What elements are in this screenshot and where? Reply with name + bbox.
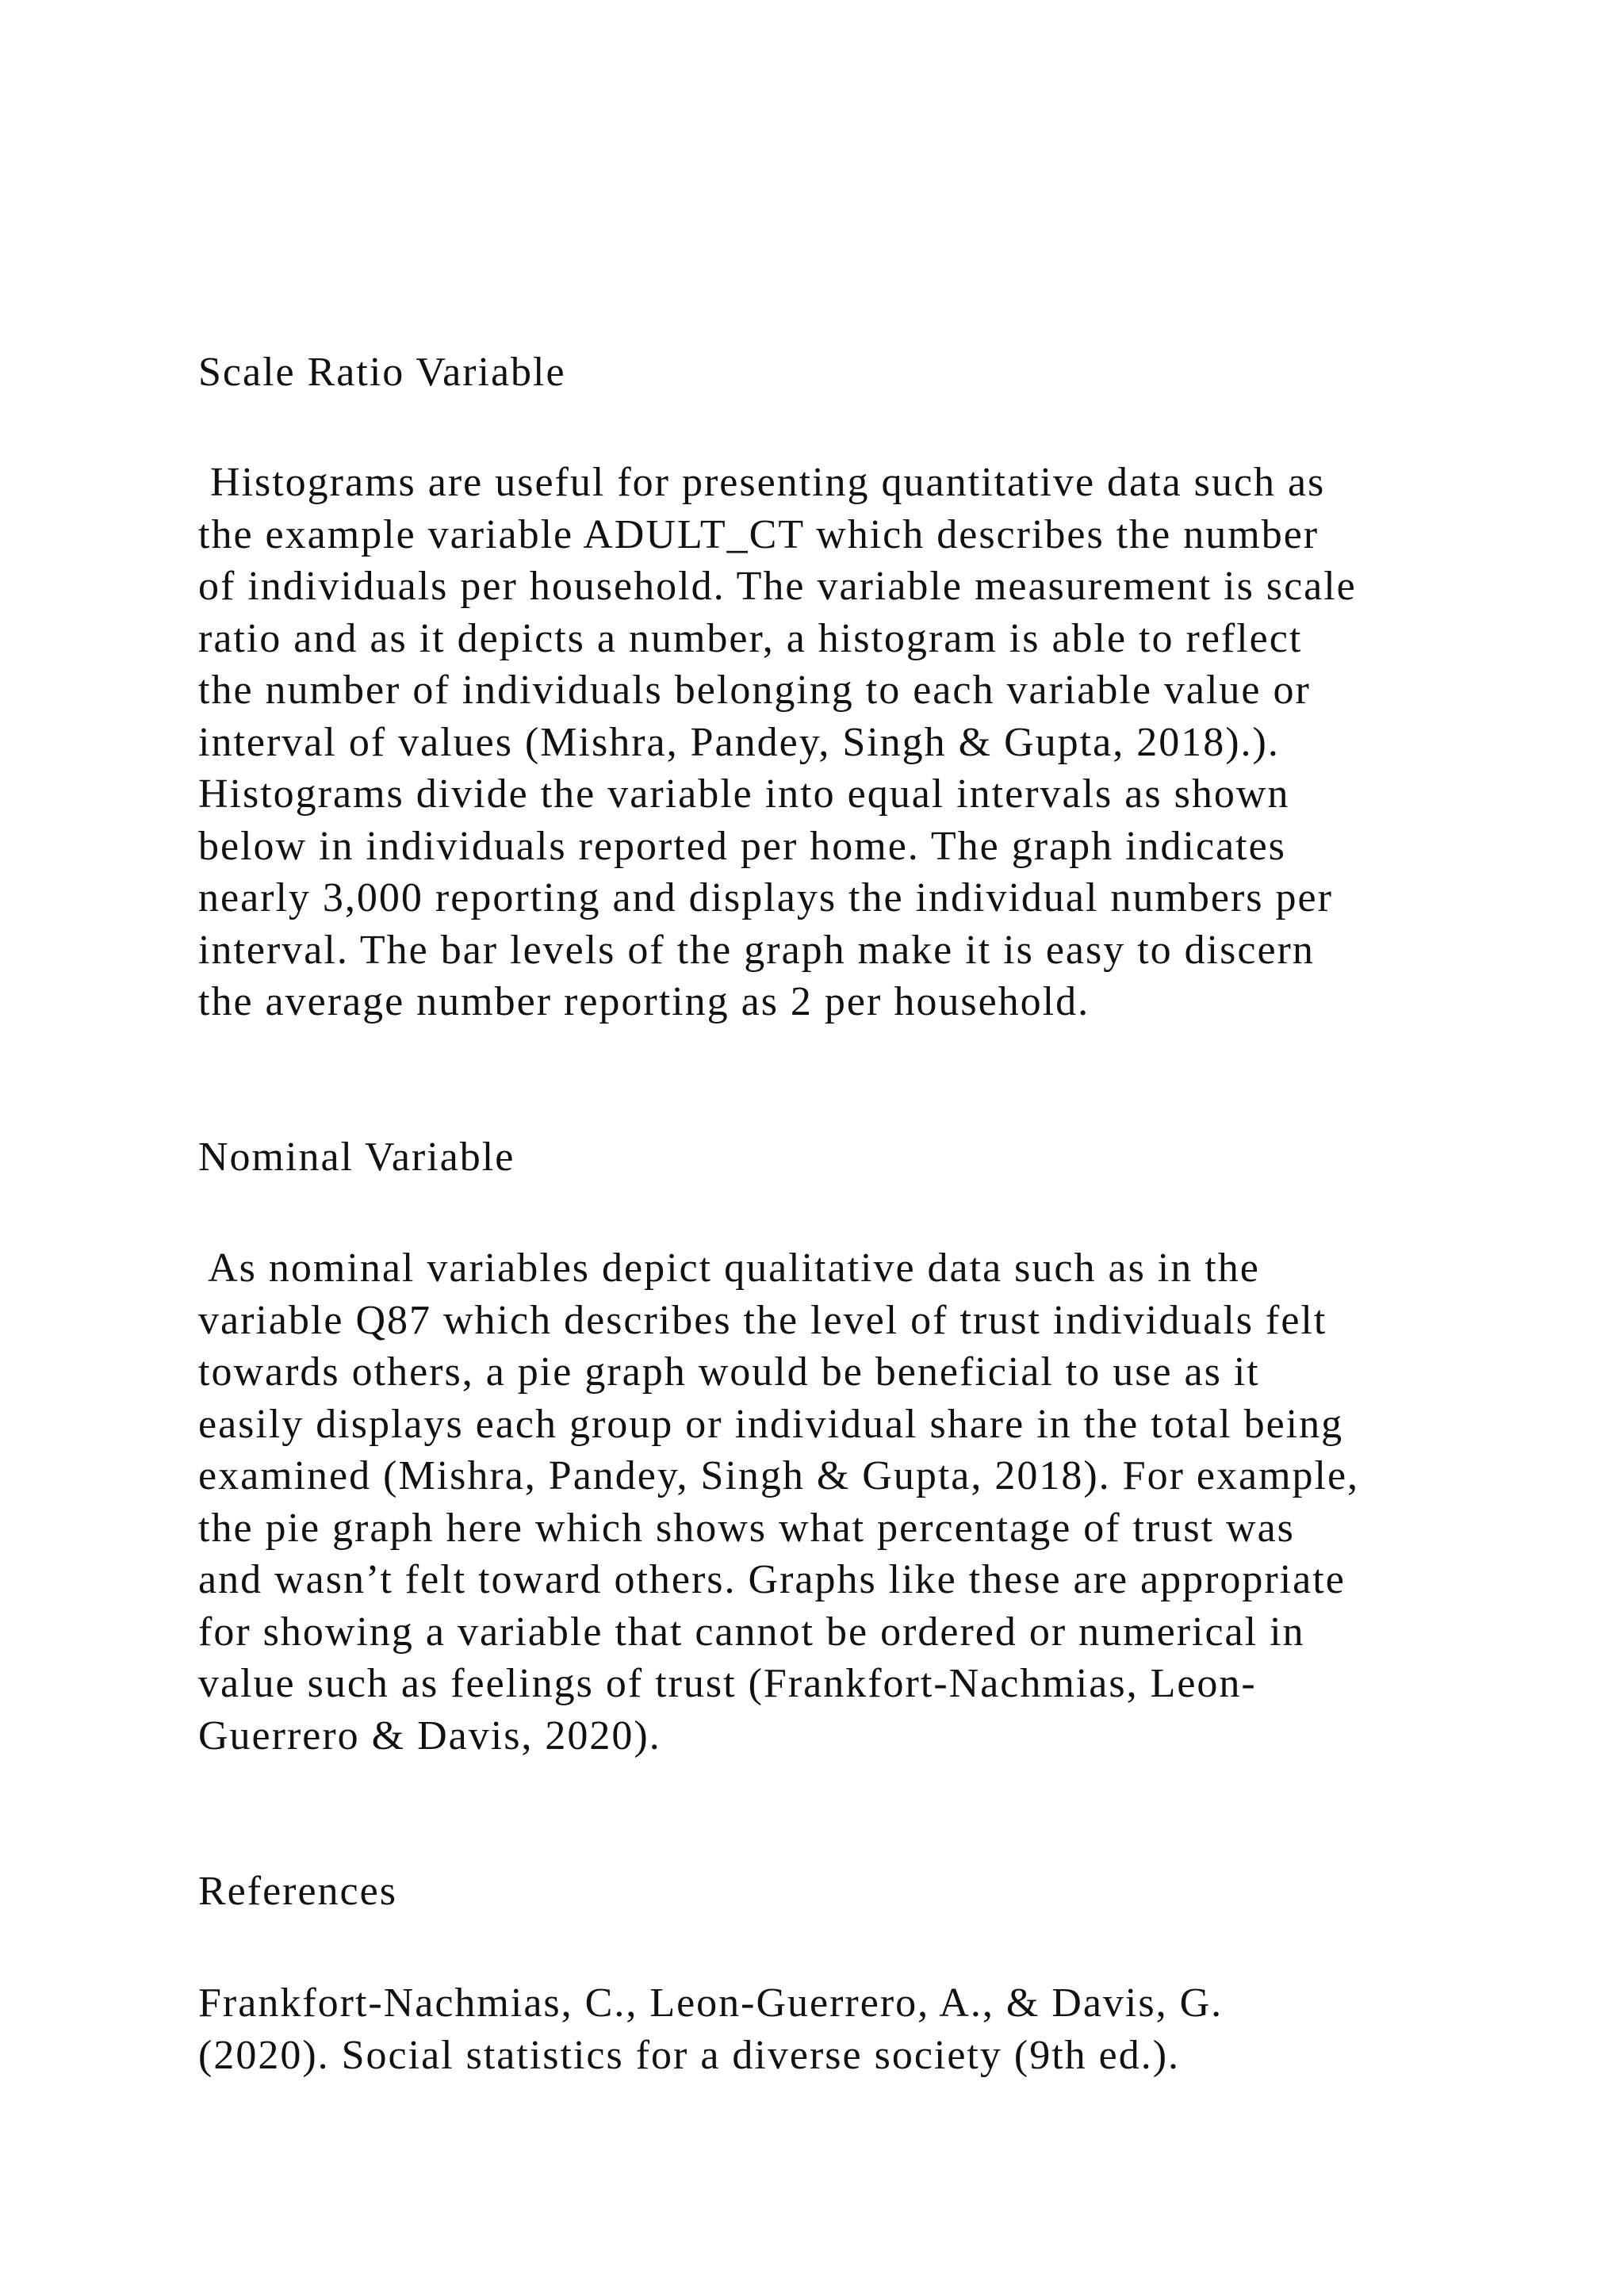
body-line: interval of values (Mishra, Pandey, Singh & Gupta, 2018).). bbox=[198, 719, 1280, 765]
body-line: nearly 3,000 reporting and displays the individual numbers per bbox=[198, 875, 1333, 920]
body-line: towards others, a pie graph would be beneficial to use as it bbox=[198, 1349, 1260, 1395]
body-line: Histograms are useful for presenting quantitative data such as bbox=[198, 460, 1326, 505]
body-line: Histograms divide the variable into equal intervals as shown bbox=[198, 771, 1290, 817]
body-line: the number of individuals belonging to each variable value or bbox=[198, 668, 1311, 713]
body-line: the example variable ADULT_CT which describes the number bbox=[198, 511, 1320, 557]
reference-line: Frankfort-Nachmias, C., Leon-Guerrero, A., & Davis, G. bbox=[198, 1980, 1224, 2026]
references-list bbox=[198, 1977, 1223, 2081]
body-line: examined (Mishra, Pandey, Singh & Gupta, 2018). For example, bbox=[198, 1453, 1360, 1498]
section-body-scale-ratio bbox=[198, 457, 1357, 1028]
section-body-nominal bbox=[198, 1242, 1359, 1762]
section-heading-scale-ratio: Scale Ratio Variable bbox=[198, 350, 566, 395]
body-line: interval. The bar levels of the graph make it is easy to discern bbox=[198, 927, 1315, 973]
body-line: below in individuals reported per home. The graph indicates bbox=[198, 823, 1286, 869]
body-line: ratio and as it depicts a number, a histogram is able to reflect bbox=[198, 615, 1303, 661]
body-line: Guerrero & Davis, 2020). bbox=[198, 1712, 661, 1758]
body-line: As nominal variables depict qualitative data such as in the bbox=[198, 1246, 1260, 1291]
body-line: the average number reporting as 2 per household. bbox=[198, 979, 1090, 1024]
body-line: value such as feelings of trust (Frankfort-Nachmias, Leon- bbox=[198, 1661, 1257, 1706]
body-line: and wasn’t felt toward others. Graphs like these are appropriate bbox=[198, 1557, 1346, 1602]
reference-line: (2020). Social statistics for a diverse society (9th ed.). bbox=[198, 2032, 1181, 2078]
body-line: of individuals per household. The variable measurement is scale bbox=[198, 564, 1357, 609]
body-line: the pie graph here which shows what percentage of trust was bbox=[198, 1505, 1295, 1551]
section-heading-nominal: Nominal Variable bbox=[198, 1135, 515, 1180]
section-heading-references: References bbox=[198, 1869, 397, 1914]
body-line: easily displays each group or individual share in the total being bbox=[198, 1401, 1344, 1447]
body-line: variable Q87 which describes the level of trust individuals felt bbox=[198, 1297, 1327, 1343]
body-line: for showing a variable that cannot be ordered or numerical in bbox=[198, 1609, 1305, 1655]
